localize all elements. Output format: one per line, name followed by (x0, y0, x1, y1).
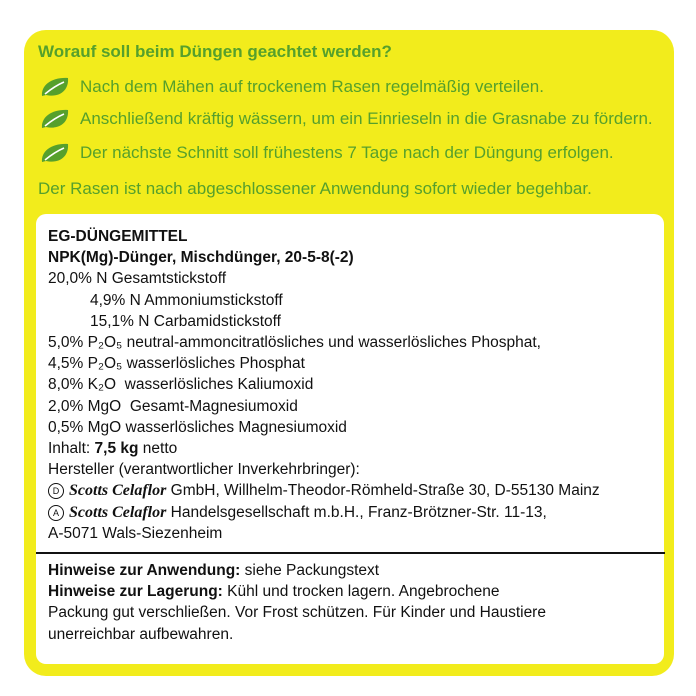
tip-text: Anschließend kräftig wässern, um ein Einrieseln in die Grasnabe zu fördern. (80, 109, 653, 128)
content-suffix: netto (138, 440, 178, 458)
label-divider (36, 552, 665, 554)
tips-closing: Der Rasen ist nach abgeschlossener Anwendung sofort wieder begehbar. (38, 179, 592, 198)
leaf-icon (38, 75, 76, 99)
content-line (48, 438, 653, 459)
fertilizer-label (36, 214, 664, 664)
leaf-icon (38, 141, 76, 165)
storage-line (48, 581, 653, 602)
country-badge: D (48, 483, 64, 499)
content-value: 7,5 kg (94, 440, 139, 458)
storage-label: Hinweise zur Lagerung: (48, 583, 223, 601)
label-subtitle: NPK(Mg)-Dünger, Mischdünger, 20-5-8(-2) (48, 249, 354, 267)
manufacturer-heading: Hersteller (verantwortlicher Inverkehrbringer): (48, 461, 360, 479)
nutrient-n-total: 20,0% N Gesamtstickstoff (48, 270, 227, 288)
nutrient-mg-total: 2,0% MgO Gesamt-Magnesiumoxid (48, 397, 298, 415)
manufacturer-row (48, 502, 653, 523)
storage-text-cont: Packung gut verschließen. Vor Frost schützen. Für Kinder und Haustiere (48, 604, 546, 622)
brand-logo: Scotts Celaflor (69, 482, 167, 500)
nutrient-p-neutral: 5,0% P₂O₅ neutral-ammoncitratlösliches und wasserlösliches Phosphat, (48, 334, 541, 352)
nutrient-n-ammonium: 4,9% N Ammoniumstickstoff (90, 291, 283, 309)
tip-item (38, 106, 653, 132)
usage-text: siehe Packungstext (240, 562, 380, 580)
manufacturer-row (48, 480, 653, 501)
usage-label: Hinweise zur Anwendung: (48, 562, 241, 580)
storage-text: Kühl und trocken lagern. Angebrochene (222, 583, 500, 601)
usage-line (48, 560, 653, 581)
manufacturer-address: Handelsgesellschaft m.b.H., Franz-Brötzner-Str. 11-13, (170, 503, 547, 521)
nutrient-p-water: 4,5% P₂O₅ wasserlösliches Phosphat (48, 355, 305, 373)
country-badge: A (48, 505, 64, 521)
nutrient-n-carbamide: 15,1% N Carbamidstickstoff (90, 312, 281, 330)
manufacturer-address: GmbH, Willhelm-Theodor-Römheld-Straße 30, D-55130 Mainz (170, 482, 600, 500)
storage-text-cont: unerreichbar aufbewahren. (48, 625, 234, 643)
tips-heading: Worauf soll beim Düngen geachtet werden? (38, 42, 392, 61)
brand-logo: Scotts Celaflor (69, 503, 167, 521)
content-prefix: Inhalt: (48, 440, 95, 458)
label-title: EG-DÜNGEMITTEL (48, 228, 188, 245)
tip-item (38, 74, 544, 100)
tip-item (38, 140, 614, 166)
leaf-icon (38, 107, 76, 131)
nutrient-mg-water: 0,5% MgO wasserlösliches Magnesiumoxid (48, 418, 347, 436)
nutrient-k-water: 8,0% K₂O wasserlösliches Kaliumoxid (48, 376, 314, 394)
manufacturer-address-cont: A-5071 Wals-Siezenheim (48, 524, 223, 542)
tip-text: Nach dem Mähen auf trockenem Rasen regelmäßig verteilen. (80, 77, 544, 96)
tip-text: Der nächste Schnitt soll frühestens 7 Tage nach der Düngung erfolgen. (80, 143, 614, 162)
